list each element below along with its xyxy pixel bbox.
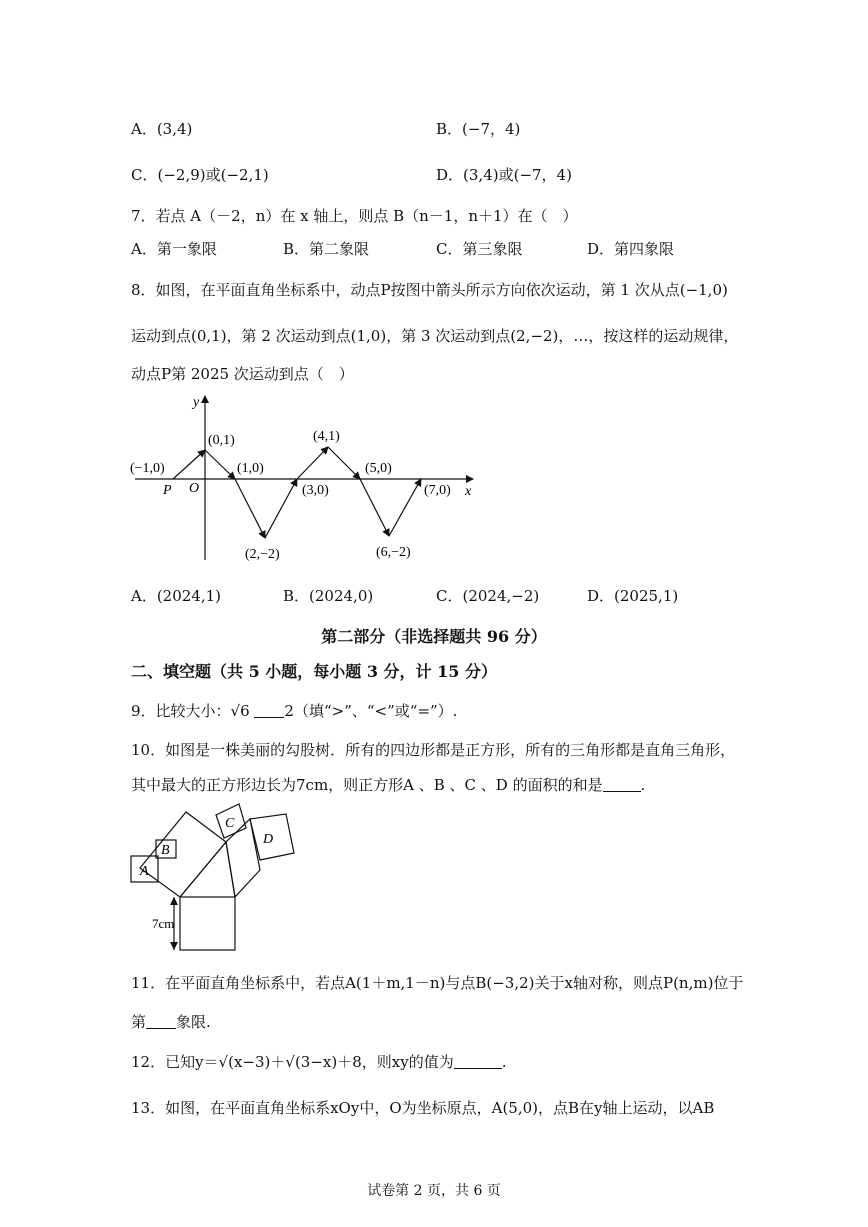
pt-label-5: (3,0) [302,483,329,498]
pt-label-9: (7,0) [424,483,451,498]
q10-line2-pre: 其中最大的正方形边长为7cm，则正方形A 、B 、C 、D 的面积的和是 [131,776,603,794]
q8-option-b: B．(2024,0) [283,587,374,605]
axis-x-label: x [465,484,472,499]
pt-label-1: (−1,0) [130,461,165,476]
q12-post: . [501,1053,507,1071]
q11-line2-pre: 第 [131,1013,147,1031]
pythagoras-tree-figure [128,800,303,956]
q11-blank[interactable] [146,1014,176,1029]
axis-y-label: y [193,395,200,410]
q11-line1: 11．在平面直角坐标系中，若点A(1＋m,1－n)与点B(−3,2)关于x轴对称，则点P(n,m)位于 [131,974,744,992]
label-d: D [263,832,274,847]
label-a: A [140,864,149,879]
q9 [131,700,457,721]
p-label: P [163,483,172,498]
q11-line2-post: 象限. [176,1013,211,1031]
pt-label-6: (4,1) [313,429,340,444]
q6-option-b: B．(−7，4) [436,120,521,138]
q7-stem: 7．若点 A（－2，n）在 x 轴上，则点 B（n－1，n＋1）在（ ） [131,207,578,225]
q7-option-d: D．第四象限 [587,240,675,258]
q8-line1: 8．如图，在平面直角坐标系中，动点P按图中箭头所示方向依次运动，第 1 次从点(−1,0) [131,281,728,299]
q7-option-a: A．第一象限 [131,240,217,258]
page-footer: 试卷第 2 页，共 6 页 [367,1183,501,1199]
q12-pre: 12．已知y＝√(x−3)＋√(3−x)＋8，则xy的值为 [131,1053,454,1071]
q8-option-c: C．(2024,−2) [436,587,540,605]
origin-label: O [189,481,200,496]
label-c: C [225,816,235,831]
q8-option-d: D．(2025,1) [587,587,679,605]
q6-option-a: A．(3,4) [131,120,193,138]
q9-blank[interactable] [254,703,284,718]
q8-option-a: A．(2024,1) [131,587,222,605]
pt-label-2: (0,1) [208,433,235,448]
pt-label-3: (1,0) [237,461,264,476]
q11-line2 [131,1011,211,1032]
q10-line2 [131,774,645,795]
pt-label-7: (5,0) [365,461,392,476]
q12 [131,1051,507,1072]
label-7cm: 7cm [152,916,175,931]
pt-label-4: (2,−2) [245,547,280,562]
q10-line1: 10．如图是一株美丽的勾股树．所有的四边形都是正方形，所有的三角形都是直角三角形， [131,741,736,759]
q7-option-c: C．第三象限 [436,240,523,258]
label-b: B [161,843,170,858]
q10-line2-post: . [640,776,646,794]
q9-post: 2（填“>”、“<”或“=”）. [284,702,458,720]
q12-blank[interactable] [454,1054,502,1069]
q10-blank[interactable] [603,777,641,792]
pt-label-8: (6,−2) [376,545,411,560]
part2-title: 第二部分（非选择题共 96 分） [321,627,547,646]
q8-line3: 动点P第 2025 次运动到点（ ） [131,365,354,383]
q6-option-c: C．(−2,9)或(−2,1) [131,166,269,184]
q6-option-d: D．(3,4)或(−7，4) [436,166,572,184]
q9-pre: 9．比较大小：√6 [131,702,255,720]
q8-figure [125,390,485,570]
q7-option-b: B．第二象限 [283,240,370,258]
q13-line1: 13．如图，在平面直角坐标系xOy中，O为坐标原点，A(5,0)，点B在y轴上运动，以AB [131,1099,715,1117]
q8-line2: 运动到点(0,1)，第 2 次运动到点(1,0)，第 3 次运动到点(2,−2)，…，按这样的运动规律， [131,327,739,345]
section2-title: 二、填空题（共 5 小题，每小题 3 分，计 15 分） [131,662,497,681]
